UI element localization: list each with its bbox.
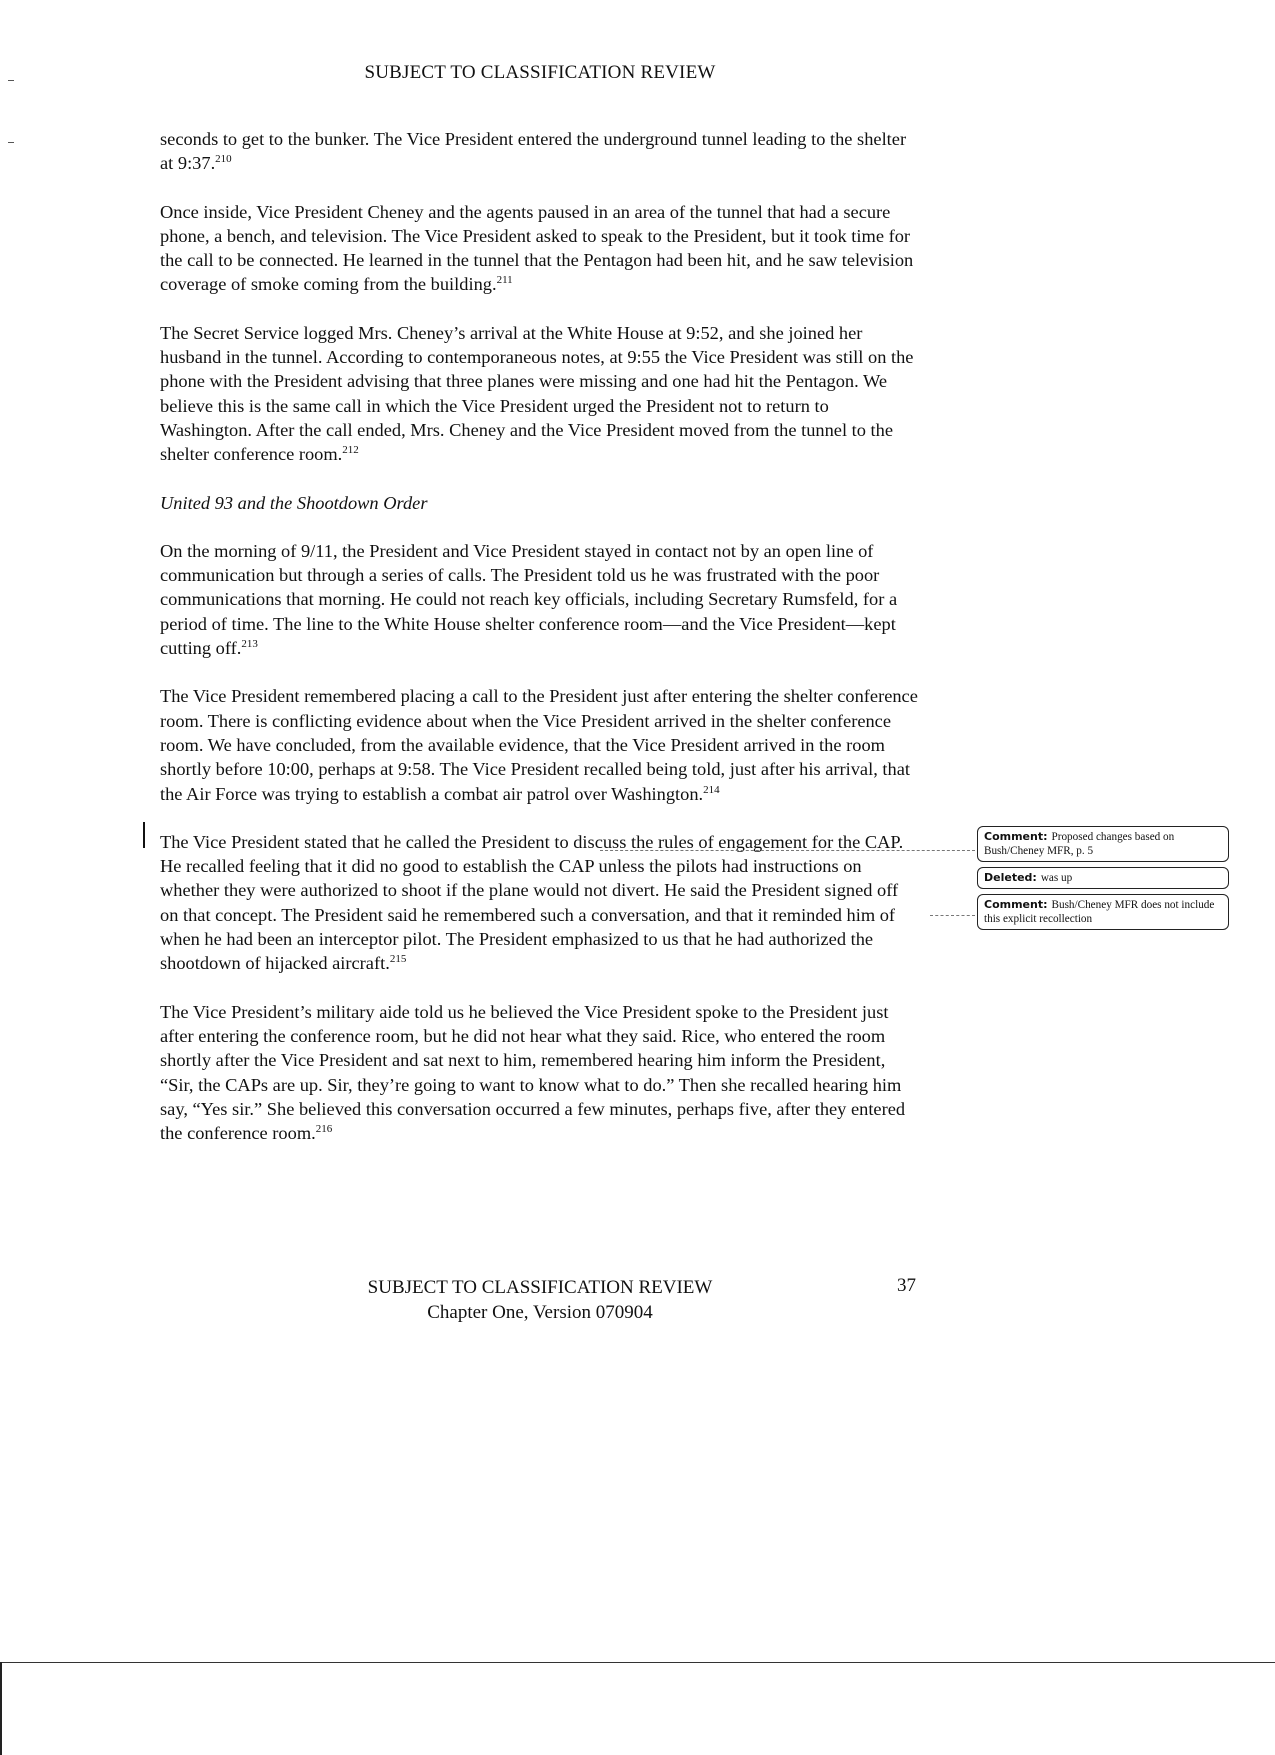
footnote-ref[interactable]: 210 [215, 153, 232, 166]
paragraph: On the morning of 9/11, the President and Vice President stayed in contact not by an open line of communication but through a series of calls. The President told us he was frustrated with the poor communications that morning. He could not reach key officials, including Secretary Rumsfeld, for a period of time. The line to the White House shelter conference room—and the Vice President—kept cutting off.$^{213}$ [160, 540, 898, 659]
footnote-ref[interactable]: 214 [703, 783, 720, 796]
footer-classification: SUBJECT TO CLASSIFICATION REVIEW [367, 1277, 713, 1298]
scan-speck [8, 142, 14, 143]
deleted-balloon[interactable] [977, 867, 1229, 889]
paragraph: The Vice President stated that he called the President to discuss the rules of engagement for the CAP. He recalled feeling that it did no good to establish the CAP unless the pilots had instructions on whether they were authorized to shoot if the plane would not divert. He said the President signed off on that concept. The President said he remembered such a conversation, and that it reminded him of when he had been an interceptor pilot. The President emphasized to us that he had authorized the shootdown of hijacked aircraft.$^{215}$ [160, 831, 904, 974]
comment-leader-line [600, 850, 975, 851]
scan-border-edge [0, 1662, 2, 1755]
deleted-text: was up [1040, 872, 1073, 884]
paragraph: The Vice President remembered placing a call to the President just after entering the shelter conference room. There is conflicting evidence about when the Vice President arrived in the shelter conference room. We have concluded, from the available evidence, that the Vice President arrived in the room shortly before 10:00, perhaps at 9:58. The Vice President recalled being told, just after his arrival, that the Air Force was trying to establish a combat air patrol over Washington.$^{214}$ [160, 686, 918, 804]
paragraph: Once inside, Vice President Cheney and the agents paused in an area of the tunnel that had a secure phone, a bench, and television. The Vice President asked to speak to the President, but it took time for the call to be connected. He learned in the tunnel that the Pentagon had been hit, and he saw television coverage of smoke coming from the building.$^{211}$ [160, 201, 914, 295]
comment-balloon[interactable] [977, 894, 1229, 930]
deleted-label: Deleted: [984, 871, 1037, 884]
comment-balloons [977, 826, 1229, 935]
comment-label: Comment: [984, 830, 1048, 843]
page-header: SUBJECT TO CLASSIFICATION REVIEW [364, 62, 716, 83]
footnote-ref[interactable]: 213 [241, 638, 258, 651]
page-footer [0, 1275, 1080, 1325]
comment-label: Comment: [984, 898, 1048, 911]
paragraph: seconds to get to the bunker. The Vice President entered the underground tunnel leading to the shelter at 9:37.$^{210}$ [160, 129, 907, 174]
footer-version: Chapter One, Version 070904 [427, 1302, 653, 1323]
page-number: 37 [897, 1275, 916, 1296]
paragraph: The Vice President’s military aide told us he believed the Vice President spoke to the President just after entering the conference room, but he did not hear what they said. Rice, who entered the room shortly after the Vice President and sat next to him, remembered hearing him inform the President, “Sir, the CAPs are up. Sir, they’re going to want to know what to do.” Then she recalled hearing him say, “Yes sir.” She believed this conversation occurred a few minutes, perhaps five, after they entered the conference room.$^{216}$ [160, 1001, 906, 1144]
revision-change-bar [143, 822, 145, 848]
document-body [160, 127, 920, 1169]
comment-balloon[interactable] [977, 826, 1229, 862]
comment-text: Proposed changes based on Bush/Cheney MFR, p. 5 [984, 831, 1175, 857]
footnote-ref[interactable]: 211 [496, 274, 513, 287]
scan-border-line [0, 1662, 1275, 1663]
comment-text: Bush/Cheney MFR does not include this explicit recollection [984, 899, 1215, 925]
footnote-ref[interactable]: 212 [342, 444, 359, 457]
paragraph: The Secret Service logged Mrs. Cheney’s arrival at the White House at 9:52, and she joined her husband in the tunnel. According to contemporaneous notes, at 9:55 the Vice President was still on the phone with the President advising that three planes were missing and one had hit the Pentagon. We believe this is the same call in which the Vice President urged the President not to return to Washington. After the call ended, Mrs. Cheney and the Vice President moved from the tunnel to the shelter conference room.$^{212}$ [160, 322, 914, 465]
section-heading: United 93 and the Shootdown Order [160, 492, 428, 513]
comment-leader-line [930, 915, 975, 916]
footnote-ref[interactable]: 215 [389, 953, 407, 966]
footnote-ref[interactable]: 216 [315, 1123, 333, 1136]
